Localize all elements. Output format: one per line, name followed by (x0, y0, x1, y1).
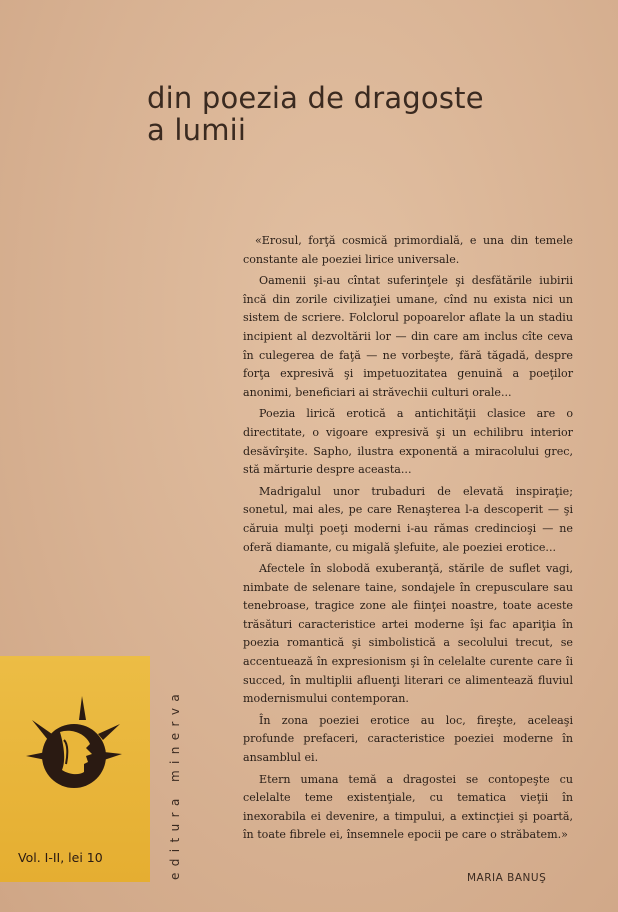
publisher-name: editura minerva (168, 687, 182, 880)
book-title (147, 82, 484, 146)
price-label: Vol. I-II, lei 10 (18, 850, 103, 865)
blurb-paragraph: Oamenii şi-au cîntat suferinţele şi desfătările iubirii încă din zorile civilizaţiei umane, cînd nu exista nici un sistem de scriere. Folclorul popoarelor aflate la un stadiu incipient al dezvoltării lor — din care am inclus cîte ceva în culegerea de faţă — ne vorbeşte, fără tăgadă, despre forţa expresivă şi impetuozitatea genuină a poeţilor anonimi, beneficiari ai străvechii culturi orale... (243, 274, 573, 399)
blurb-paragraph: Afectele în slobodă exuberanţă, stările de suflet vagi, nimbate de selenare taine, sondajele în crepusculare sau tenebroase, tragice zone ale fiinţei noastre, toate aceste trăsături caracteristice artei moderne îşi fac apariţia în poezia romantică şi simbolistică a secolului trecut, se accentuează în expresionism şi în celelalte curente care îi succed, în multiplii afluenţi literari ce alimentează fluviul modernismului contemporan. (243, 562, 573, 706)
blurb-paragraph: «Erosul, forţă cosmică primordială, e una din temele constante ale poeziei lirice universale. (243, 234, 573, 266)
blurb-paragraph: Etern umana temă a dragostei se contopeşte cu celelalte teme existenţiale, cu tematica vieţii în inexorabila ei devenire, a timpului, a extincţiei şi poartă, în toate fibrele ei, însemnele epocii pe care o străbatem.» (243, 772, 573, 842)
book-title-line-2: a lumii (147, 113, 247, 147)
blurb-paragraph: Poezia lirică erotică a antichităţii clasice are o directitate, o vigoare expresivă şi un echilibru interior desăvîrşite. Sapho, ilustra exponentă a miracolului grec, stă mărturie despre aceasta... (243, 407, 573, 477)
book-title-line-1: din poezia de dragoste (147, 81, 484, 115)
blurb-text (243, 232, 573, 848)
blurb-paragraph: În zona poeziei erotice au loc, fireşte, aceleaşi profunde prefaceri, caracteristice poeziei moderne în ansamblul ei. (243, 713, 573, 765)
minerva-head-icon (24, 690, 124, 810)
blurb-paragraph: Madrigalul unor trubaduri de elevată inspiraţie; sonetul, mai ales, pe care Renaşterea l-a descoperit — şi căruia mulţi poeţi moderni i-au rămas credincioşi — ne oferă diamante, cu migală şlefuite, ale poeziei erotice... (243, 484, 573, 554)
author-signature: MARIA BANUŞ (467, 872, 547, 884)
